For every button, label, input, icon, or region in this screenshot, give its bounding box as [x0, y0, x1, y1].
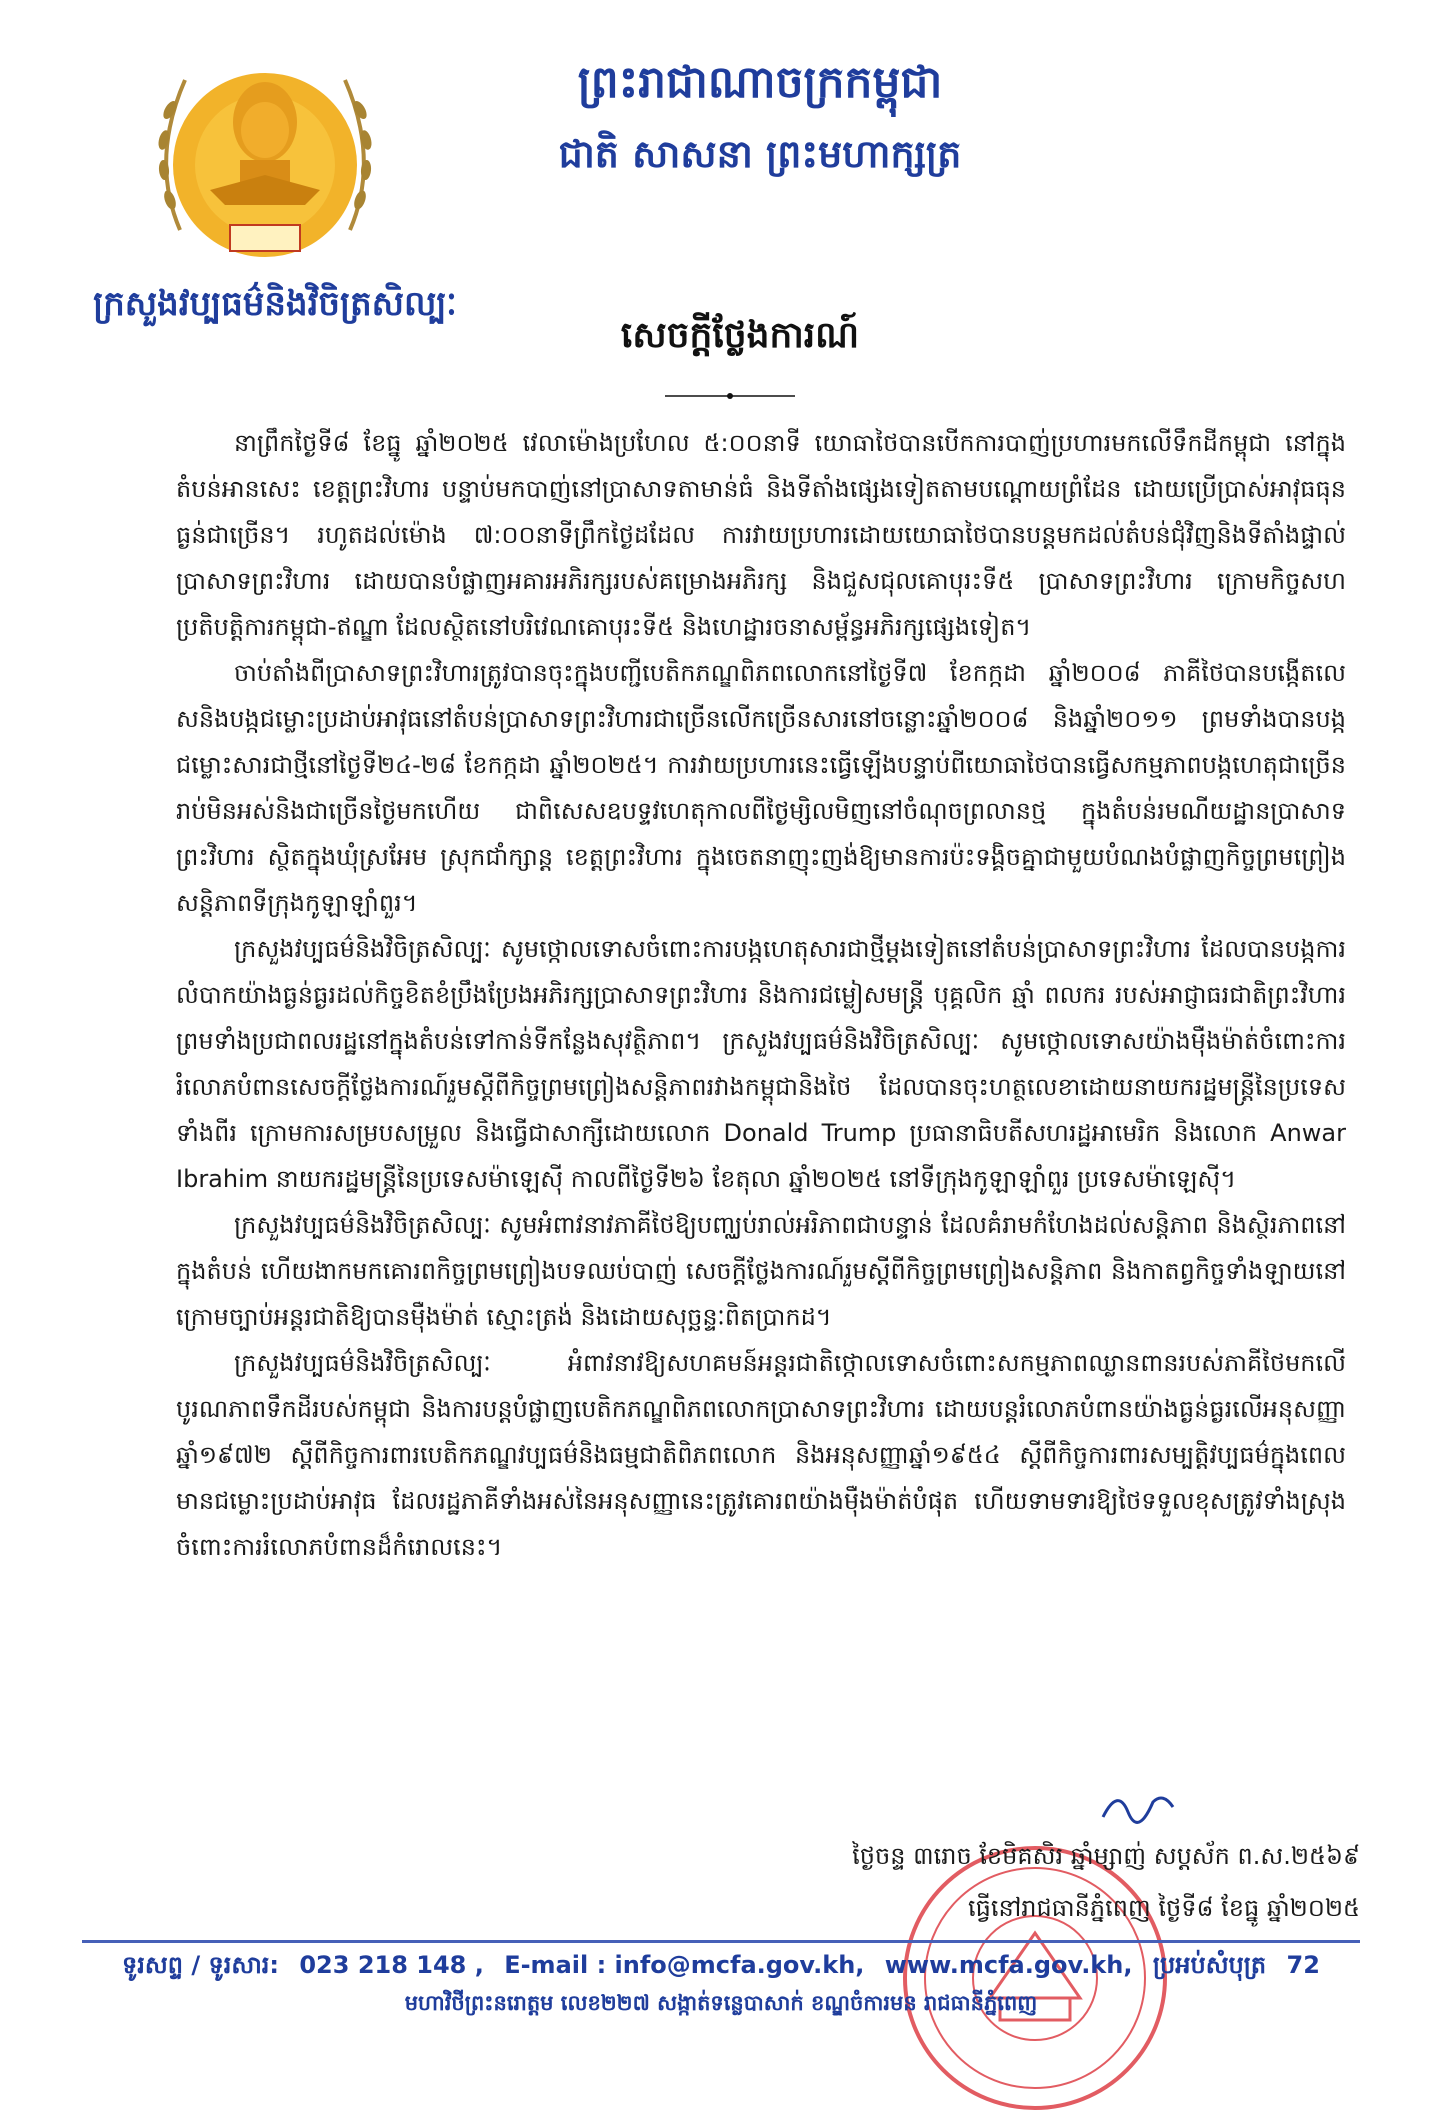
footer-contact	[82, 1950, 1360, 1985]
paragraph-1: នាព្រឹកថ្ងៃទី៨ ខែធ្នូ ឆ្នាំ២០២៥ វេលាម៉ោងប្រហែល ៥:០០នាទី យោធាថៃបានបើកការបាញ់ប្រហារមកលើទឹកដីកម្ពុជា នៅក្នុងតំបន់អានសេះ ខេត្តព្រះវិហារ បន្ទាប់មកបាញ់នៅប្រាសាទតាមាន់ធំ និងទីតាំងផ្សេងទៀតតាមបណ្តោយព្រំដែន ដោយប្រើប្រាស់អាវុធធុនធ្ងន់ជាច្រើន។ រហូតដល់ម៉ោង ៧:០០នាទីព្រឹកថ្ងៃដដែល ការវាយប្រហារដោយយោធាថៃបានបន្តមកដល់តំបន់ជុំវិញនិងទីតាំងផ្ទាល់ប្រាសាទព្រះវិហារ ដោយបានបំផ្លាញអគារអភិរក្សរបស់គម្រោងអភិរក្ស និងជួសជុលគោបុរះទី៥ ប្រាសាទព្រះវិហារ ក្រោមកិច្ចសហប្រតិបត្តិការកម្ពុជា-ឥណ្ឌា ដែលស្ថិតនៅបរិវេណគោបុរះទី៥ និងហេដ្ឋារចនាសម្ព័ន្ធអភិរក្សផ្សេងទៀត។	[176, 429, 1346, 641]
document-title: សេចក្តីថ្លែងការណ៍	[620, 315, 860, 356]
solar-date: ធ្វើនៅរាជធានីភ្នំពេញ ថ្ងៃទី៨ ខែធ្នូ ឆ្នាំ២០២៥	[967, 1894, 1360, 1922]
phone-number: 023 218 148 ,	[299, 1951, 484, 1979]
kingdom-title: ព្រះរាជាណាចក្រកម្ពុជា	[577, 57, 943, 108]
phone-label: ទូរសព្ទ / ទូរសារ:	[122, 1951, 279, 1979]
paragraph-2: ចាប់តាំងពីប្រាសាទព្រះវិហារត្រូវបានចុះក្នុងបញ្ជីបេតិកភណ្ឌពិភពលោកនៅថ្ងៃទី៧ ខែកក្កដា ឆ្នាំ២០០៨ ភាគីថៃបានបង្កើតលេសនិងបង្កជម្លោះប្រដាប់អាវុធនៅតំបន់ប្រាសាទព្រះវិហារជាច្រើនលើកច្រើនសារនៅចន្លោះឆ្នាំ២០០៨ និងឆ្នាំ២០១១ ព្រមទាំងបានបង្កជម្លោះសារជាថ្មីនៅថ្ងៃទី២៤-២៨ ខែកក្កដា ឆ្នាំ២០២៥។ ការវាយប្រហារនេះធ្វើឡើងបន្ទាប់ពីយោធាថៃបានធ្វើសកម្មភាពបង្កហេតុជាច្រើនរាប់មិនអស់និងជាច្រើនថ្ងៃមកហើយ ជាពិសេសឧបទ្ទវហេតុកាលពីថ្ងៃម្សិលមិញនៅចំណុចព្រលានថ្ម ក្នុងតំបន់រមណីយដ្ឋានប្រាសាទព្រះវិហារ ស្ថិតក្នុងឃុំស្រអែម ស្រុកជាំក្សាន្ត ខេត្តព្រះវិហារ ក្នុងចេតនាញុះញង់ឱ្យមានការប៉ះទង្គិចគ្នាជាមួយបំណងបំផ្លាញកិច្ចព្រមព្រៀងសន្តិភាពទីក្រុងកូឡាឡាំពួរ។	[176, 659, 1346, 917]
paragraph-5: ក្រសួងវប្បធម៌និងវិចិត្រសិល្បៈ អំពាវនាវឱ្យសហគមន៍អន្តរជាតិថ្កោលទោសចំពោះសកម្មភាពឈ្លានពានរបស់ភាគីថៃមកលើបូរណភាពទឹកដីរបស់កម្ពុជា និងការបន្តបំផ្លាញបេតិកភណ្ឌពិភពលោកប្រាសាទព្រះវិហារ ដោយបន្តរំលោភបំពានយ៉ាងធ្ងន់ធ្ងរលើអនុសញ្ញាឆ្នាំ១៩៧២ ស្តីពីកិច្ចការពារបេតិកភណ្ឌវប្បធម៌និងធម្មជាតិពិភពលោក និងអនុសញ្ញាឆ្នាំ១៩៥៤ ស្តីពីកិច្ចការពារសម្បត្តិវប្បធម៌ក្នុងពេលមានជម្លោះប្រដាប់អាវុធ ដែលរដ្ឋភាគីទាំងអស់នៃអនុសញ្ញានេះត្រូវគោរពយ៉ាងម៉ឺងម៉ាត់បំផុត ហើយទាមទារឱ្យថៃទទួលខុសត្រូវទាំងស្រុងចំពោះការរំលោភបំពានដ៏កំរោលនេះ។	[176, 1349, 1346, 1561]
lunar-date: ថ្ងៃចន្ទ ៣រោច ខែមិគសិរ ឆ្នាំម្សាញ់ សប្តស័ក ព.ស.២៥៦៩	[852, 1842, 1360, 1870]
ministry-name: ក្រសួងវប្បធម៌និងវិចិត្រសិល្បៈ	[93, 284, 457, 324]
signature-icon	[1098, 1782, 1178, 1832]
email-address[interactable]: E-mail : info@mcfa.gov.kh,	[504, 1951, 865, 1979]
date-block	[720, 1830, 1360, 1934]
paragraph-4: ក្រសួងវប្បធម៌និងវិចិត្រសិល្បៈ សូមអំពាវនាវភាគីថៃឱ្យបញ្ឈប់រាល់អរិភាពជាបន្ទាន់ ដែលគំរាមកំហែងដល់សន្តិភាព និងស្ថិរភាពនៅក្នុងតំបន់ ហើយងាកមកគោរពកិច្ចព្រមព្រៀងបទឈប់បាញ់ សេចក្តីថ្លែងការណ៍រួមស្តីពីកិច្ចព្រមព្រៀងសន្តិភាព និងកាតព្វកិច្ចទាំងឡាយនៅក្រោមច្បាប់អន្តរជាតិឱ្យបានម៉ឺងម៉ាត់ ស្មោះត្រង់ និងដោយសុច្ឆន្ទៈពិតប្រាកដ។	[176, 1211, 1346, 1331]
pobox-number: 72	[1286, 1951, 1320, 1979]
title-divider	[665, 392, 795, 400]
ministry-logo	[140, 40, 390, 275]
pobox-label: ប្រអប់សំបុត្រ	[1152, 1951, 1267, 1979]
national-motto: ជាតិ សាសនា ព្រះមហាក្សត្រ	[558, 132, 962, 176]
paragraph-3: ក្រសួងវប្បធម៌និងវិចិត្រសិល្បៈ សូមថ្កោលទោសចំពោះការបង្កហេតុសារជាថ្មីម្តងទៀតនៅតំបន់ប្រាសាទព្រះវិហារ ដែលបានបង្កការលំបាកយ៉ាងធ្ងន់ធ្ងរដល់កិច្ចខិតខំប្រឹងប្រែងអភិរក្សប្រាសាទព្រះវិហារ និងការជម្លៀសមន្ត្រី បុគ្គលិក ឆ្មាំ ពលករ របស់អាជ្ញាធរជាតិព្រះវិហារ ព្រមទាំងប្រជាពលរដ្ឋនៅក្នុងតំបន់ទៅកាន់ទីកន្លែងសុវត្ថិភាព។ ក្រសួងវប្បធម៌និងវិចិត្រសិល្បៈ សូមថ្កោលទោសយ៉ាងម៉ឺងម៉ាត់ចំពោះការរំលោភបំពានសេចក្តីថ្លែងការណ៍រួមស្តីពីកិច្ចព្រមព្រៀងសន្តិភាពរវាងកម្ពុជានិងថៃ ដែលបានចុះហត្ថលេខាដោយនាយករដ្ឋមន្ត្រីនៃប្រទេសទាំងពីរ ក្រោមការសម្របសម្រួល និងធ្វើជាសាក្សីដោយលោក Donald Trump ប្រធានាធិបតីសហរដ្ឋអាមេរិក និងលោក Anwar Ibrahim នាយករដ្ឋមន្ត្រីនៃប្រទេសម៉ាឡេស៊ី កាលពីថ្ងៃទី២៦ ខែតុលា ឆ្នាំ២០២៥ នៅទីក្រុងកូឡាឡាំពួរ ប្រទេសម៉ាឡេស៊ី។	[176, 935, 1346, 1193]
footer-address: មហាវិថីព្រះនរោត្តម លេខ២២៧ សង្កាត់ទន្លេបាសាក់ ខណ្ឌចំការមន រាជធានីភ្នំពេញ	[404, 1991, 1038, 2015]
statement-body	[176, 420, 1346, 1570]
footer-divider	[82, 1940, 1360, 1943]
website-link[interactable]: www.mcfa.gov.kh,	[884, 1951, 1133, 1979]
